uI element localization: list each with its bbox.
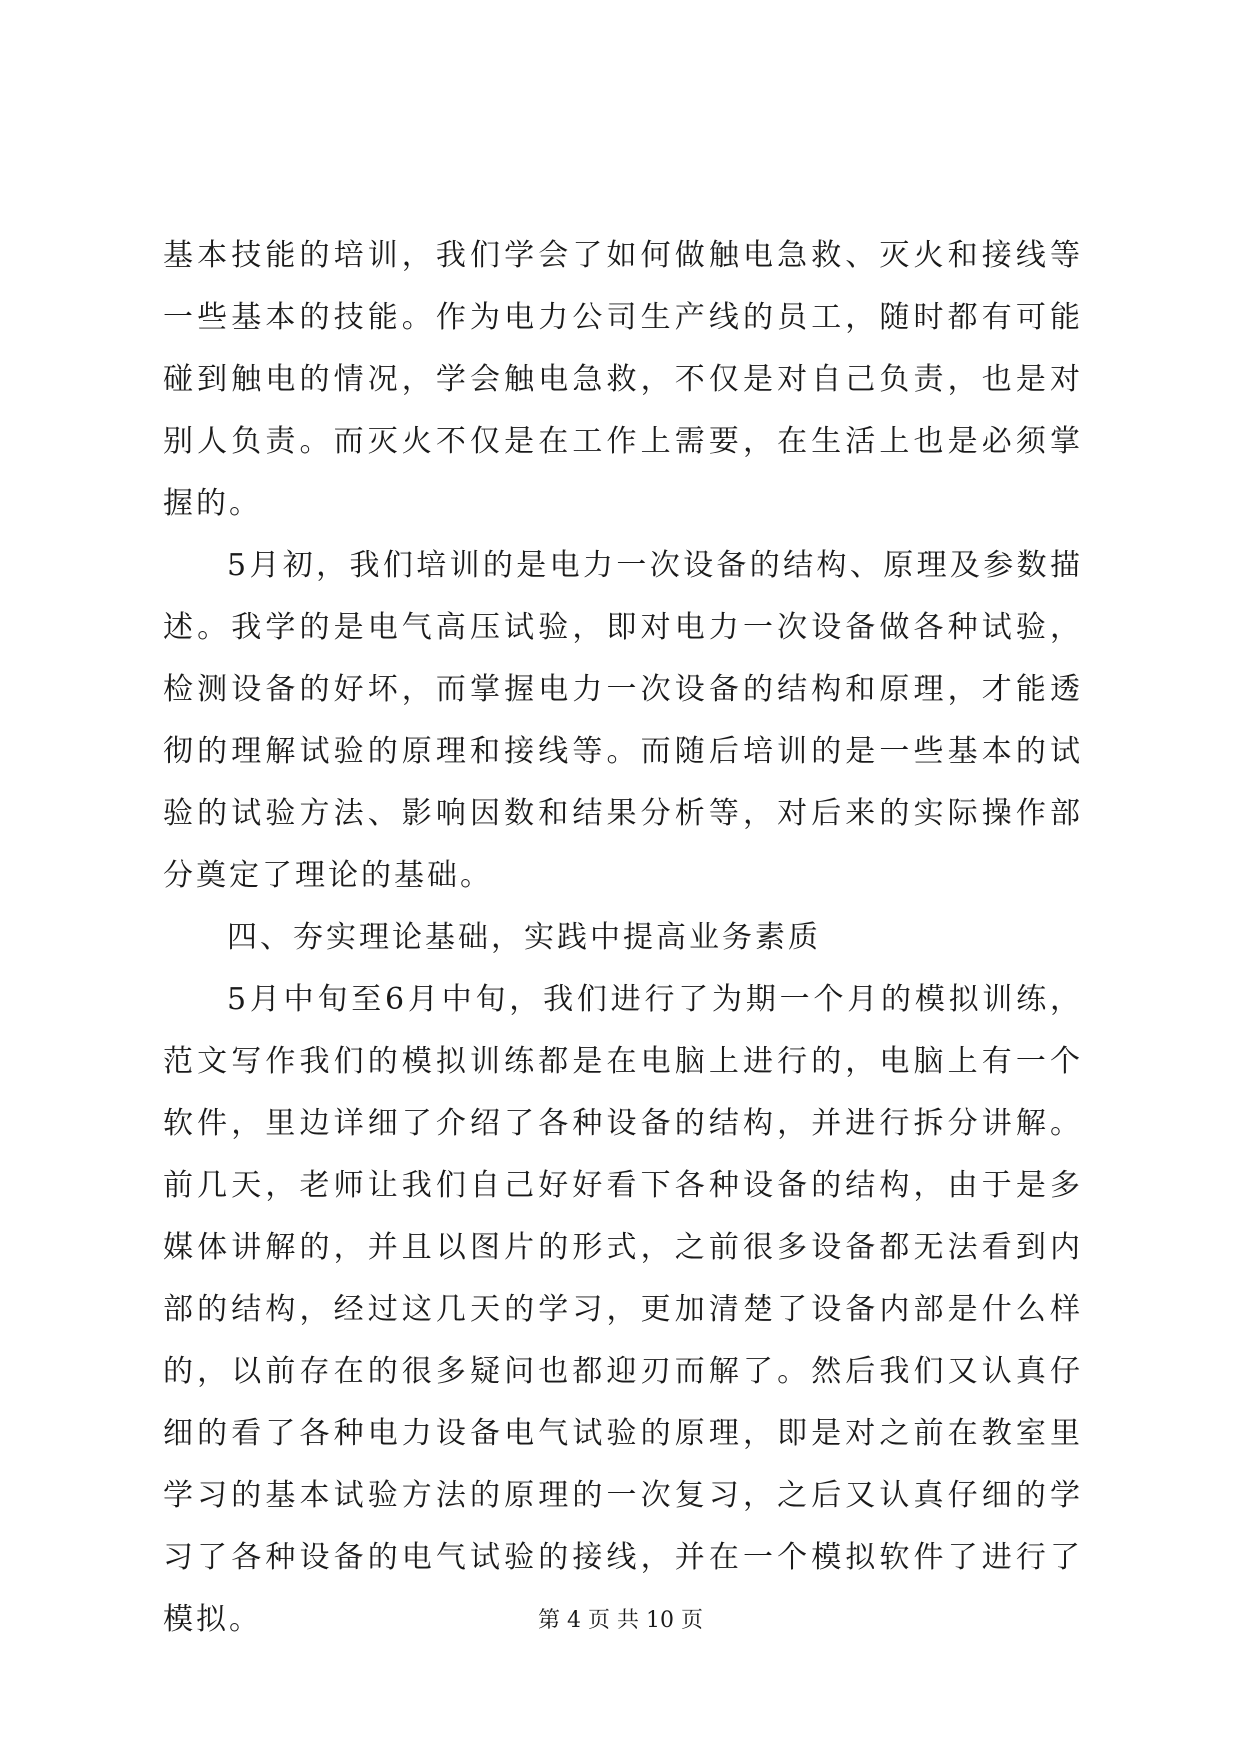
paragraph-may-training: 5月初，我们培训的是电力一次设备的结构、原理及参数描述。我学的是电气高压试验，即对电力一次设备做各种试验，检测设备的好坏，而掌握电力一次设备的结构和原理，才能透彻的理解试验的原理和接线等。而随后培训的是一些基本的试验的试验方法、影响因数和结果分析等，对后来的实际操作部分奠定了理论的基础。	[163, 548, 1083, 893]
paragraph-basic-skills-training: 基本技能的培训，我们学会了如何做触电急救、灭火和接线等一些基本的技能。作为电力公司生产线的员工，随时都有可能碰到触电的情况，学会触电急救，不仅是对自己负责，也是对别人负责。而灭火不仅是在工作上需要，在生活上也是必须掌握的。	[163, 238, 1083, 521]
section-heading-four: 四、夯实理论基础，实践中提高业务素质	[227, 920, 821, 955]
document-body	[163, 225, 1083, 1651]
paragraph-simulation-training: 5月中旬至6月中旬，我们进行了为期一个月的模拟训练，范文写作我们的模拟训练都是在电脑上进行的，电脑上有一个软件，里边详细了介绍了各种设备的结构，并进行拆分讲解。前几天，老师让我们自己好好看下各种设备的结构，由于是多媒体讲解的，并且以图片的形式，之前很多设备都无法看到内部的结构，经过这几天的学习，更加清楚了设备内部是什么样的，以前存在的很多疑问也都迎刃而解了。然后我们又认真仔细的看了各种电力设备电气试验的原理，即是对之前在教室里学习的基本试验方法的原理的一次复习，之后又认真仔细的学习了各种设备的电气试验的接线，并在一个模拟软件了进行了模拟。	[163, 982, 1083, 1637]
page-number-footer: 第 4 页 共 10 页	[538, 1608, 703, 1633]
